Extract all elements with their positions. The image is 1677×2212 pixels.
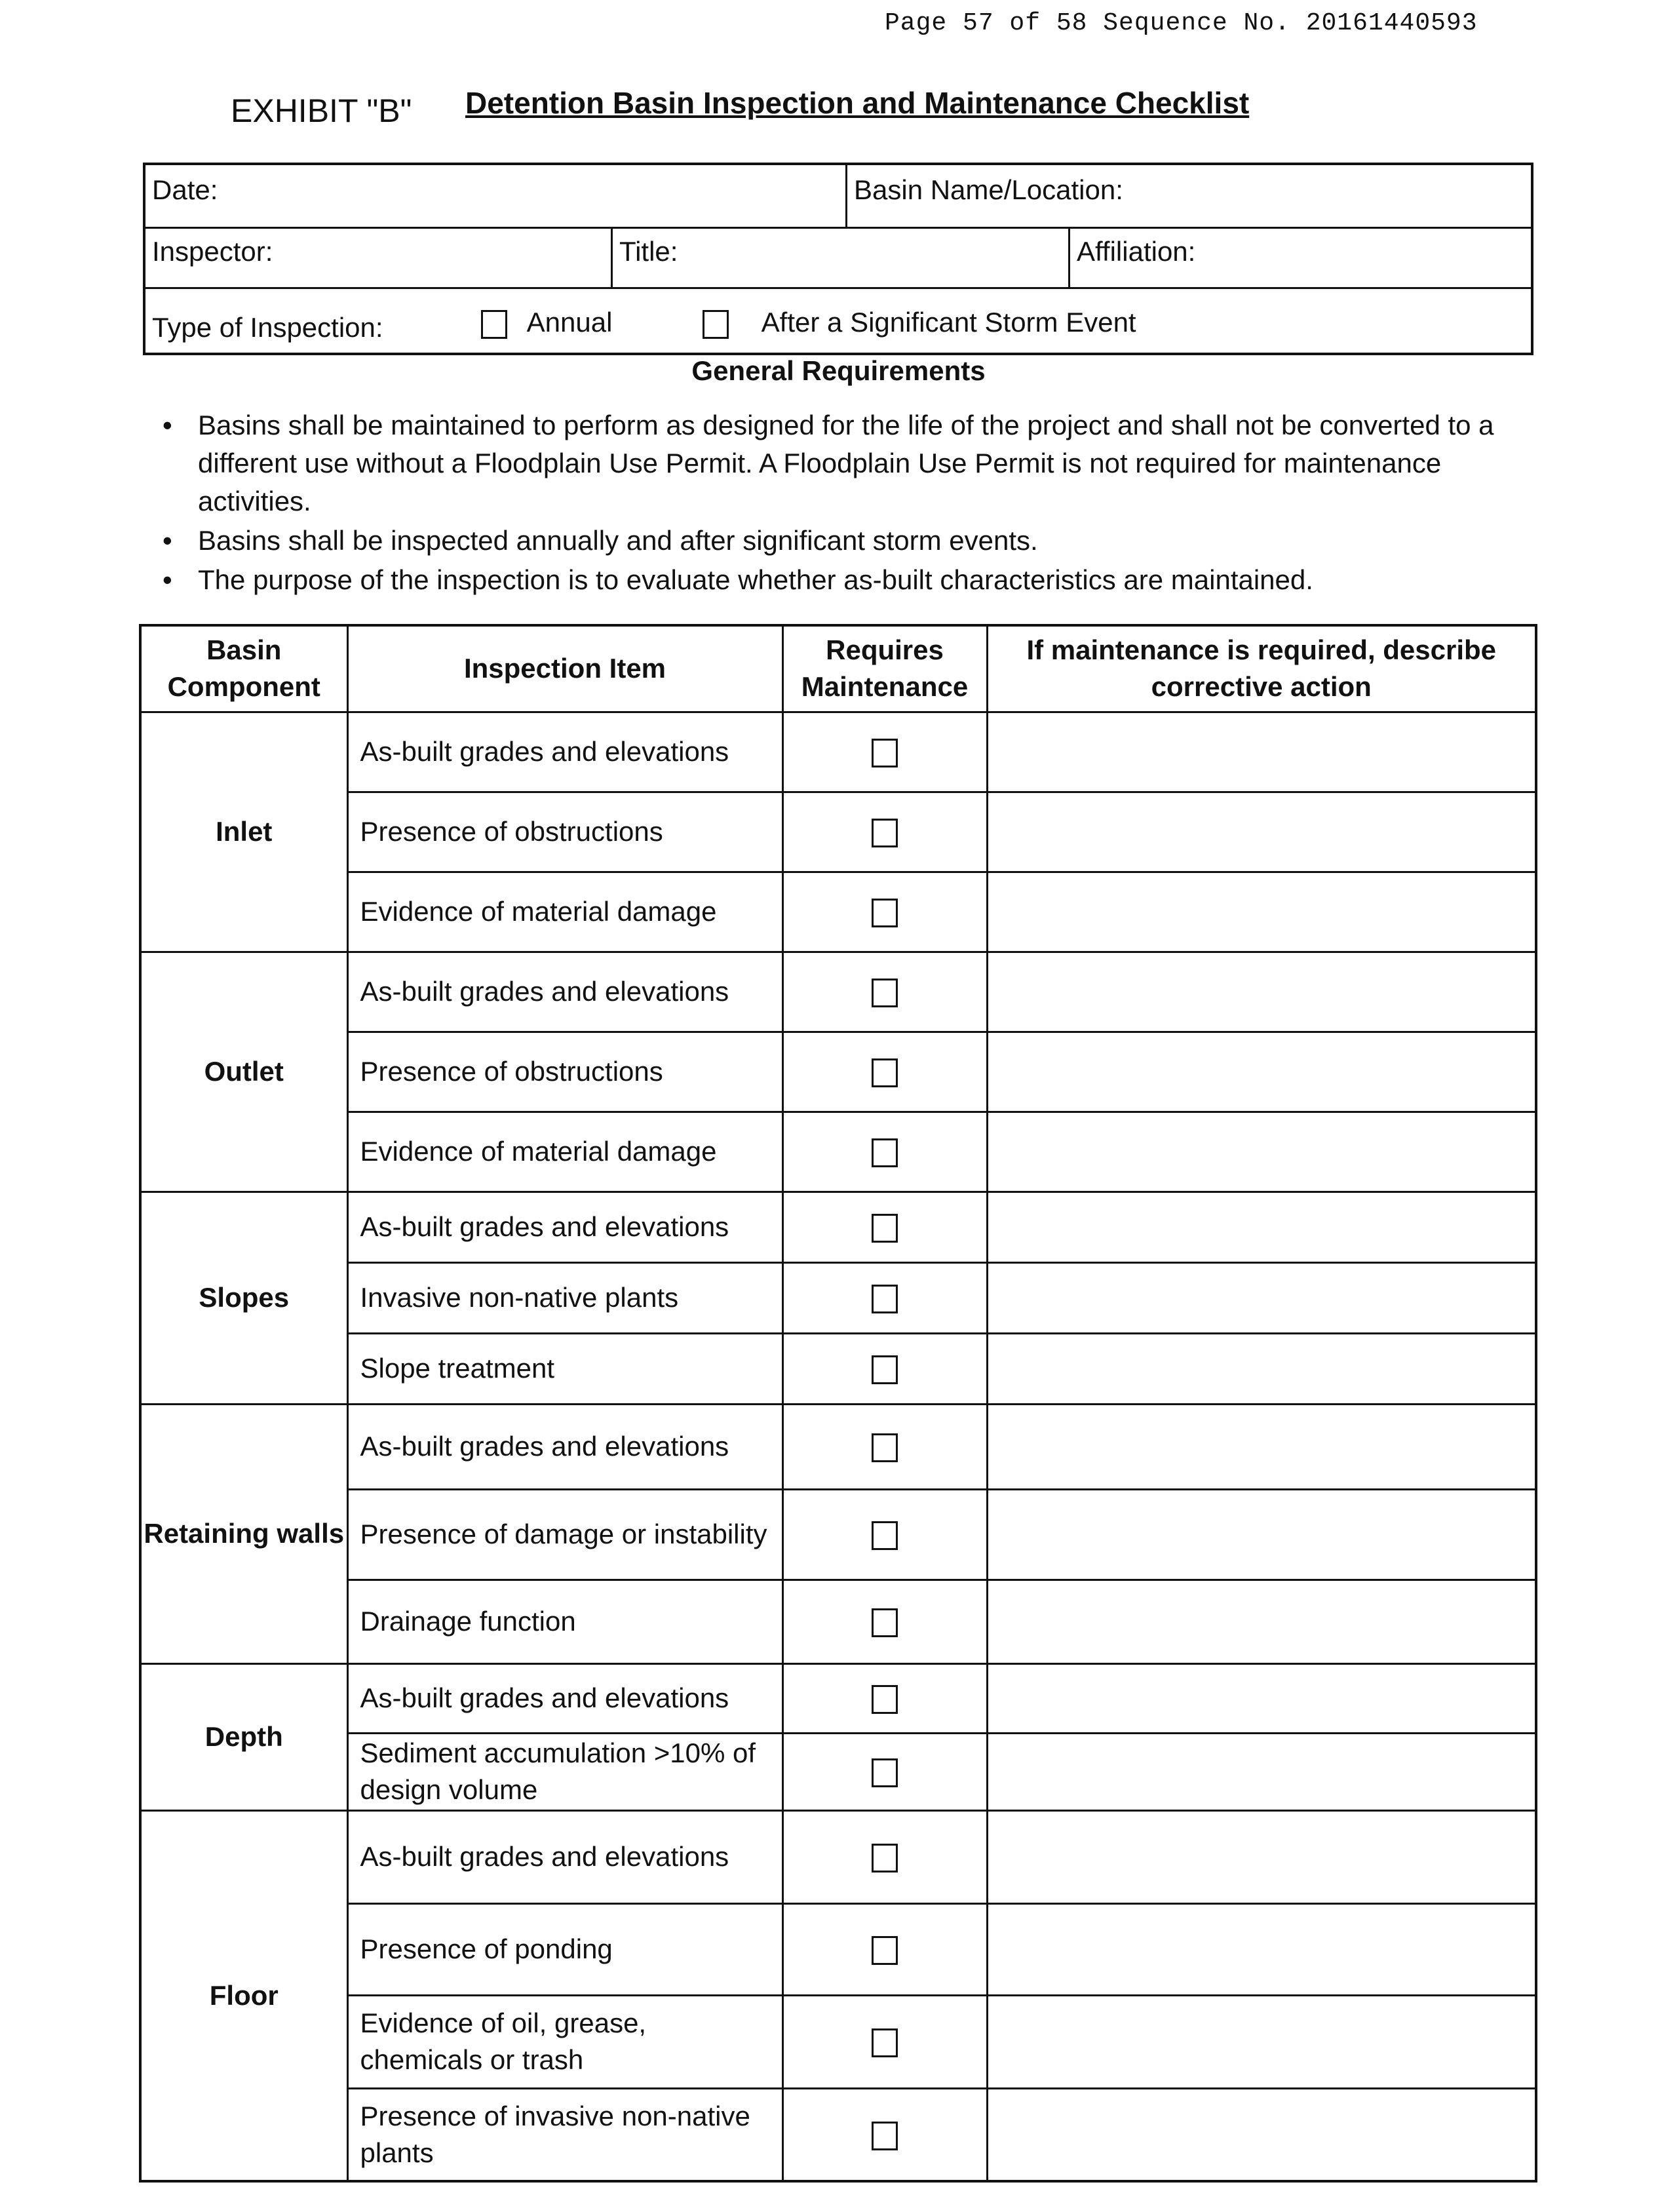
- document-title: Detention Basin Inspection and Maintenance Checklist: [465, 86, 1250, 120]
- corrective-action-field[interactable]: [987, 712, 1536, 792]
- table-row: [140, 952, 1536, 1032]
- maintenance-cell: [782, 1192, 987, 1262]
- requires-maintenance-checkbox[interactable]: [872, 1355, 898, 1384]
- header-corrective-action: If maintenance is required, describe corrective action: [987, 625, 1536, 712]
- table-row: [140, 1733, 1536, 1810]
- corrective-action-field[interactable]: [987, 1112, 1536, 1192]
- inspection-item: Presence of damage or instability: [347, 1489, 782, 1580]
- inspection-checklist-table: [139, 624, 1537, 2183]
- maintenance-cell: [782, 712, 987, 792]
- header-form: [143, 163, 1533, 355]
- inspection-item: Invasive non-native plants: [347, 1262, 782, 1333]
- requires-maintenance-checkbox[interactable]: [872, 1058, 898, 1087]
- title-field[interactable]: [611, 227, 1068, 287]
- corrective-action-field[interactable]: [987, 1733, 1536, 1810]
- corrective-action-field[interactable]: [987, 1489, 1536, 1580]
- inspection-item: As-built grades and elevations: [347, 1663, 782, 1733]
- annual-option[interactable]: [474, 287, 671, 355]
- table-row: [140, 1333, 1536, 1404]
- table-row: [140, 1663, 1536, 1733]
- table-row: [140, 1404, 1536, 1489]
- table-row: [140, 712, 1536, 792]
- table-row: [140, 1810, 1536, 1903]
- header-row-1: [145, 165, 1531, 229]
- maintenance-cell: [782, 2088, 987, 2181]
- inspection-item: Presence of obstructions: [347, 792, 782, 872]
- annual-checkbox[interactable]: [481, 310, 507, 339]
- component-retaining-walls: Retaining walls: [140, 1404, 347, 1663]
- requires-maintenance-checkbox[interactable]: [872, 899, 898, 927]
- requires-maintenance-checkbox[interactable]: [872, 1685, 898, 1714]
- inspector-label: Inspector:: [152, 236, 273, 267]
- page-header: Page 57 of 58 Sequence No. 20161440593: [885, 9, 1478, 37]
- component-outlet: Outlet: [140, 952, 347, 1192]
- inspection-item: As-built grades and elevations: [347, 1404, 782, 1489]
- requirement-item: • Basins shall be maintained to perform as designed for the life of the project and shall not be converted to a different use without a Floodplain Use Permit. A Floodplain Use Permit is not required for maintenance activities.: [157, 406, 1540, 520]
- table-row: [140, 1580, 1536, 1663]
- corrective-action-field[interactable]: [987, 952, 1536, 1032]
- component-inlet: Inlet: [140, 712, 347, 952]
- corrective-action-field[interactable]: [987, 1810, 1536, 1903]
- affiliation-field[interactable]: [1068, 227, 1531, 287]
- requires-maintenance-checkbox[interactable]: [872, 1758, 898, 1787]
- header-row-2: [145, 227, 1531, 289]
- maintenance-cell: [782, 1112, 987, 1192]
- inspection-item: Presence of ponding: [347, 1903, 782, 1995]
- maintenance-cell: [782, 1580, 987, 1663]
- component-floor: Floor: [140, 1810, 347, 2181]
- corrective-action-field[interactable]: [987, 1032, 1536, 1112]
- affiliation-label: Affiliation:: [1077, 236, 1196, 267]
- basin-location-label: Basin Name/Location:: [854, 174, 1123, 205]
- requires-maintenance-checkbox[interactable]: [872, 739, 898, 767]
- maintenance-cell: [782, 1733, 987, 1810]
- inspection-type-label: Type of Inspection:: [152, 312, 383, 343]
- inspection-item: As-built grades and elevations: [347, 1192, 782, 1262]
- date-field[interactable]: [145, 165, 845, 227]
- storm-label: After a Significant Storm Event: [761, 307, 1136, 338]
- maintenance-cell: [782, 792, 987, 872]
- exhibit-label: EXHIBIT "B": [231, 92, 412, 129]
- corrective-action-field[interactable]: [987, 1404, 1536, 1489]
- maintenance-cell: [782, 1995, 987, 2088]
- corrective-action-field[interactable]: [987, 1580, 1536, 1663]
- table-row: [140, 1995, 1536, 2088]
- inspection-item: As-built grades and elevations: [347, 952, 782, 1032]
- requires-maintenance-checkbox[interactable]: [872, 1936, 898, 1965]
- storm-option[interactable]: [696, 287, 1531, 355]
- table-row: [140, 2088, 1536, 2181]
- maintenance-cell: [782, 1810, 987, 1903]
- corrective-action-field[interactable]: [987, 792, 1536, 872]
- header-basin-component: Basin Component: [140, 625, 347, 712]
- table-row: [140, 1112, 1536, 1192]
- basin-location-field[interactable]: [845, 165, 1531, 227]
- corrective-action-field[interactable]: [987, 1192, 1536, 1262]
- requires-maintenance-checkbox[interactable]: [872, 1138, 898, 1167]
- table-row: [140, 872, 1536, 952]
- header-row-3: [145, 287, 1531, 355]
- requires-maintenance-checkbox[interactable]: [872, 1521, 898, 1550]
- corrective-action-field[interactable]: [987, 1995, 1536, 2088]
- maintenance-cell: [782, 952, 987, 1032]
- inspection-item: Sediment accumulation >10% of design volume: [347, 1733, 782, 1810]
- inspector-field[interactable]: [145, 227, 611, 287]
- table-header-row: [140, 625, 1536, 712]
- inspection-item: Presence of invasive non-native plants: [347, 2088, 782, 2181]
- requires-maintenance-checkbox[interactable]: [872, 1285, 898, 1313]
- table-row: [140, 1032, 1536, 1112]
- maintenance-cell: [782, 1333, 987, 1404]
- requires-maintenance-checkbox[interactable]: [872, 819, 898, 847]
- requires-maintenance-checkbox[interactable]: [872, 1214, 898, 1243]
- requires-maintenance-checkbox[interactable]: [872, 1844, 898, 1872]
- maintenance-cell: [782, 1404, 987, 1489]
- inspection-item: Evidence of material damage: [347, 872, 782, 952]
- maintenance-cell: [782, 1489, 987, 1580]
- inspection-item: Drainage function: [347, 1580, 782, 1663]
- corrective-action-field[interactable]: [987, 1903, 1536, 1995]
- maintenance-cell: [782, 1663, 987, 1733]
- requires-maintenance-checkbox[interactable]: [872, 2122, 898, 2150]
- requires-maintenance-checkbox[interactable]: [872, 1433, 898, 1462]
- table-row: [140, 1262, 1536, 1333]
- maintenance-cell: [782, 872, 987, 952]
- inspection-item: Presence of obstructions: [347, 1032, 782, 1112]
- requires-maintenance-checkbox[interactable]: [872, 2028, 898, 2057]
- storm-checkbox[interactable]: [703, 310, 729, 339]
- requirement-item: • The purpose of the inspection is to evaluate whether as-built characteristics are maintained.: [157, 561, 1540, 599]
- inspection-item: Evidence of material damage: [347, 1112, 782, 1192]
- general-requirements-list: [157, 406, 1540, 600]
- corrective-action-field[interactable]: [987, 872, 1536, 952]
- inspection-item: As-built grades and elevations: [347, 712, 782, 792]
- corrective-action-field[interactable]: [987, 1333, 1536, 1404]
- component-slopes: Slopes: [140, 1192, 347, 1404]
- requires-maintenance-checkbox[interactable]: [872, 1608, 898, 1637]
- annual-label: Annual: [526, 307, 613, 338]
- inspection-item: Slope treatment: [347, 1333, 782, 1404]
- maintenance-cell: [782, 1262, 987, 1333]
- table-row: [140, 1489, 1536, 1580]
- inspection-item: Evidence of oil, grease, chemicals or trash: [347, 1995, 782, 2088]
- table-row: [140, 792, 1536, 872]
- inspection-item: As-built grades and elevations: [347, 1810, 782, 1903]
- requires-maintenance-checkbox[interactable]: [872, 979, 898, 1007]
- maintenance-cell: [782, 1032, 987, 1112]
- component-depth: Depth: [140, 1663, 347, 1810]
- table-row: [140, 1903, 1536, 1995]
- title-label: Title:: [619, 236, 678, 267]
- table-row: [140, 1192, 1536, 1262]
- date-label: Date:: [152, 174, 218, 205]
- corrective-action-field[interactable]: [987, 1663, 1536, 1733]
- general-requirements-heading: General Requirements: [691, 355, 986, 386]
- corrective-action-field[interactable]: [987, 1262, 1536, 1333]
- header-inspection-item: Inspection Item: [347, 625, 782, 712]
- corrective-action-field[interactable]: [987, 2088, 1536, 2181]
- requirement-item: • Basins shall be inspected annually and after significant storm events.: [157, 522, 1540, 560]
- maintenance-cell: [782, 1903, 987, 1995]
- header-requires-maintenance: Requires Maintenance: [782, 625, 987, 712]
